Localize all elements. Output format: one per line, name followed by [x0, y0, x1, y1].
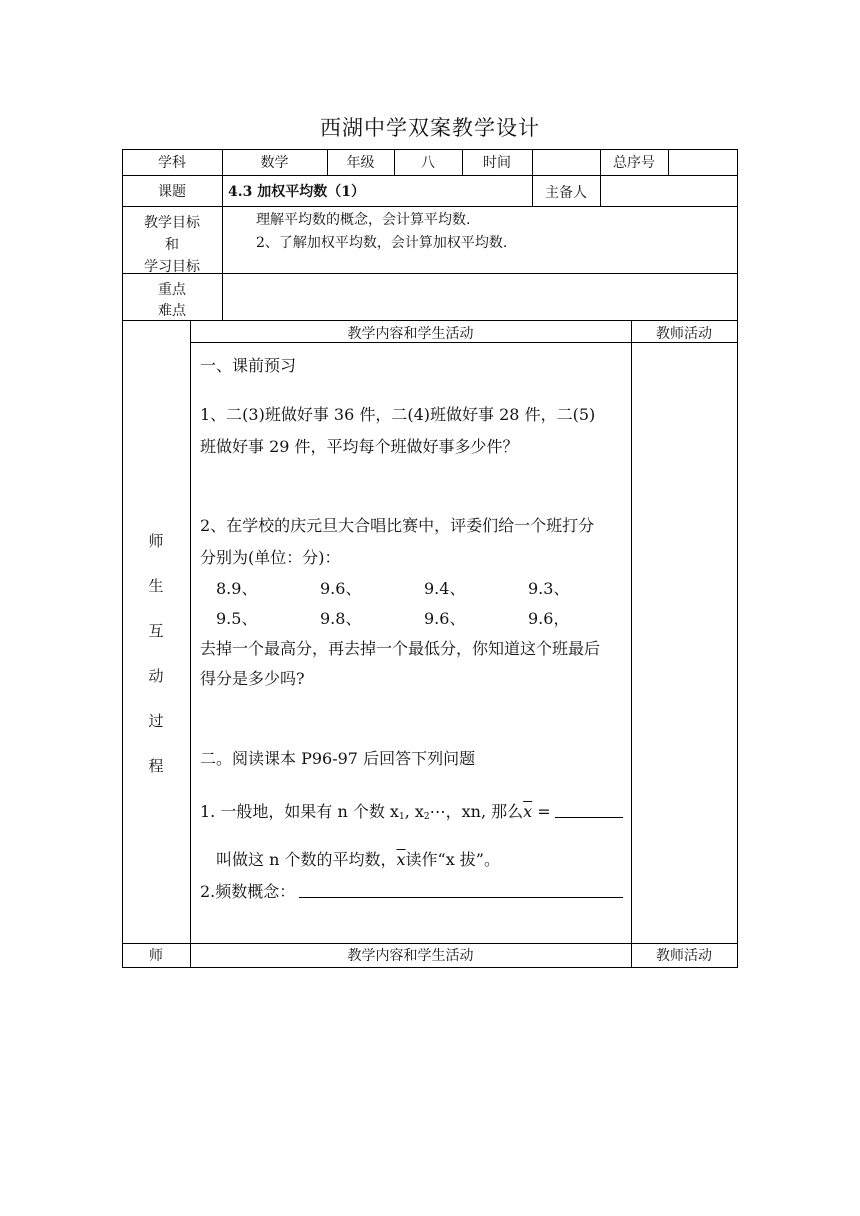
- footer-teacher-header: 教师活动: [656, 948, 712, 964]
- grade-label: 年级: [346, 155, 375, 171]
- page-title: 西湖中学双案教学设计: [320, 116, 540, 140]
- time-label: 时间: [483, 155, 511, 171]
- teacher-header: 教师活动: [656, 326, 712, 342]
- goal-item-1: 理解平均数的概念，会计算平均数.: [256, 212, 471, 228]
- score-item: 9.4、: [424, 579, 466, 598]
- score-item: 9.8、: [320, 609, 362, 628]
- score-item: 9.6，: [528, 609, 570, 628]
- topic-label: 课题: [158, 184, 186, 200]
- subject-label: 学科: [158, 155, 186, 171]
- preview-title: 一、课前预习: [200, 356, 297, 375]
- score-item: 9.6、: [424, 609, 466, 628]
- preparer-label: 主备人: [545, 185, 587, 201]
- topic-value: 4.3 加权平均数（1）: [228, 184, 365, 200]
- subject-value: 数学: [260, 155, 289, 171]
- mean-answer-blank[interactable]: [555, 817, 623, 818]
- score-item: 9.6、: [320, 579, 362, 598]
- mean-definition-line: 1. 一般地，如果有 n 个数 $x_1$, $x_2\cdots$，xn, 那么$\overline{x}$ =: [200, 802, 551, 822]
- question-2-line-1: 2、在学校的庆元旦大合唱比赛中，评委们给一个班打分: [200, 516, 595, 535]
- question-2-line-2: 分别为(单位：分)：: [200, 548, 341, 567]
- lesson-plan-table: [122, 149, 738, 968]
- content-header: 教学内容和学生活动: [347, 326, 474, 342]
- frequency-label: 2.频数概念：: [200, 882, 296, 901]
- reading-title: 二。阅读课本 P96-97 后回答下列问题: [200, 749, 476, 768]
- question-1-line-1: 1、二(3)班做好事 36 件，二(4)班做好事 28 件，二(5): [200, 405, 596, 424]
- footer-left-label: 师: [149, 948, 163, 964]
- mean-name-line: 叫做这 n 个数的平均数，$\overline{x}$读作“x 拔”。: [216, 850, 500, 869]
- question-2-line-4: 得分是多少吗?: [200, 669, 305, 688]
- key-points-label: 重点 难点: [158, 282, 186, 319]
- process-side-label: 师 生 互 动 过 程: [148, 532, 164, 775]
- question-1-line-2: 班做好事 29 件，平均每个班做好事多少件？: [200, 437, 519, 456]
- x-bar-symbol: $\overline{x}$: [396, 850, 406, 869]
- score-item: 9.5、: [216, 609, 258, 628]
- frequency-answer-blank[interactable]: [299, 897, 623, 898]
- grade-value: 八: [421, 155, 435, 171]
- score-item: 9.3、: [528, 579, 570, 598]
- footer-content-header: 教学内容和学生活动: [347, 948, 474, 964]
- serial-label: 总序号: [613, 155, 655, 171]
- goal-item-2: 2、了解加权平均数，会计算加权平均数.: [256, 235, 508, 251]
- goals-label: 教学目标 和 学习目标: [144, 215, 200, 275]
- score-item: 8.9、: [216, 579, 258, 598]
- x-bar-symbol: $\overline{x}$: [523, 802, 533, 821]
- question-2-line-3: 去掉一个最高分，再去掉一个最低分，你知道这个班最后: [200, 639, 601, 658]
